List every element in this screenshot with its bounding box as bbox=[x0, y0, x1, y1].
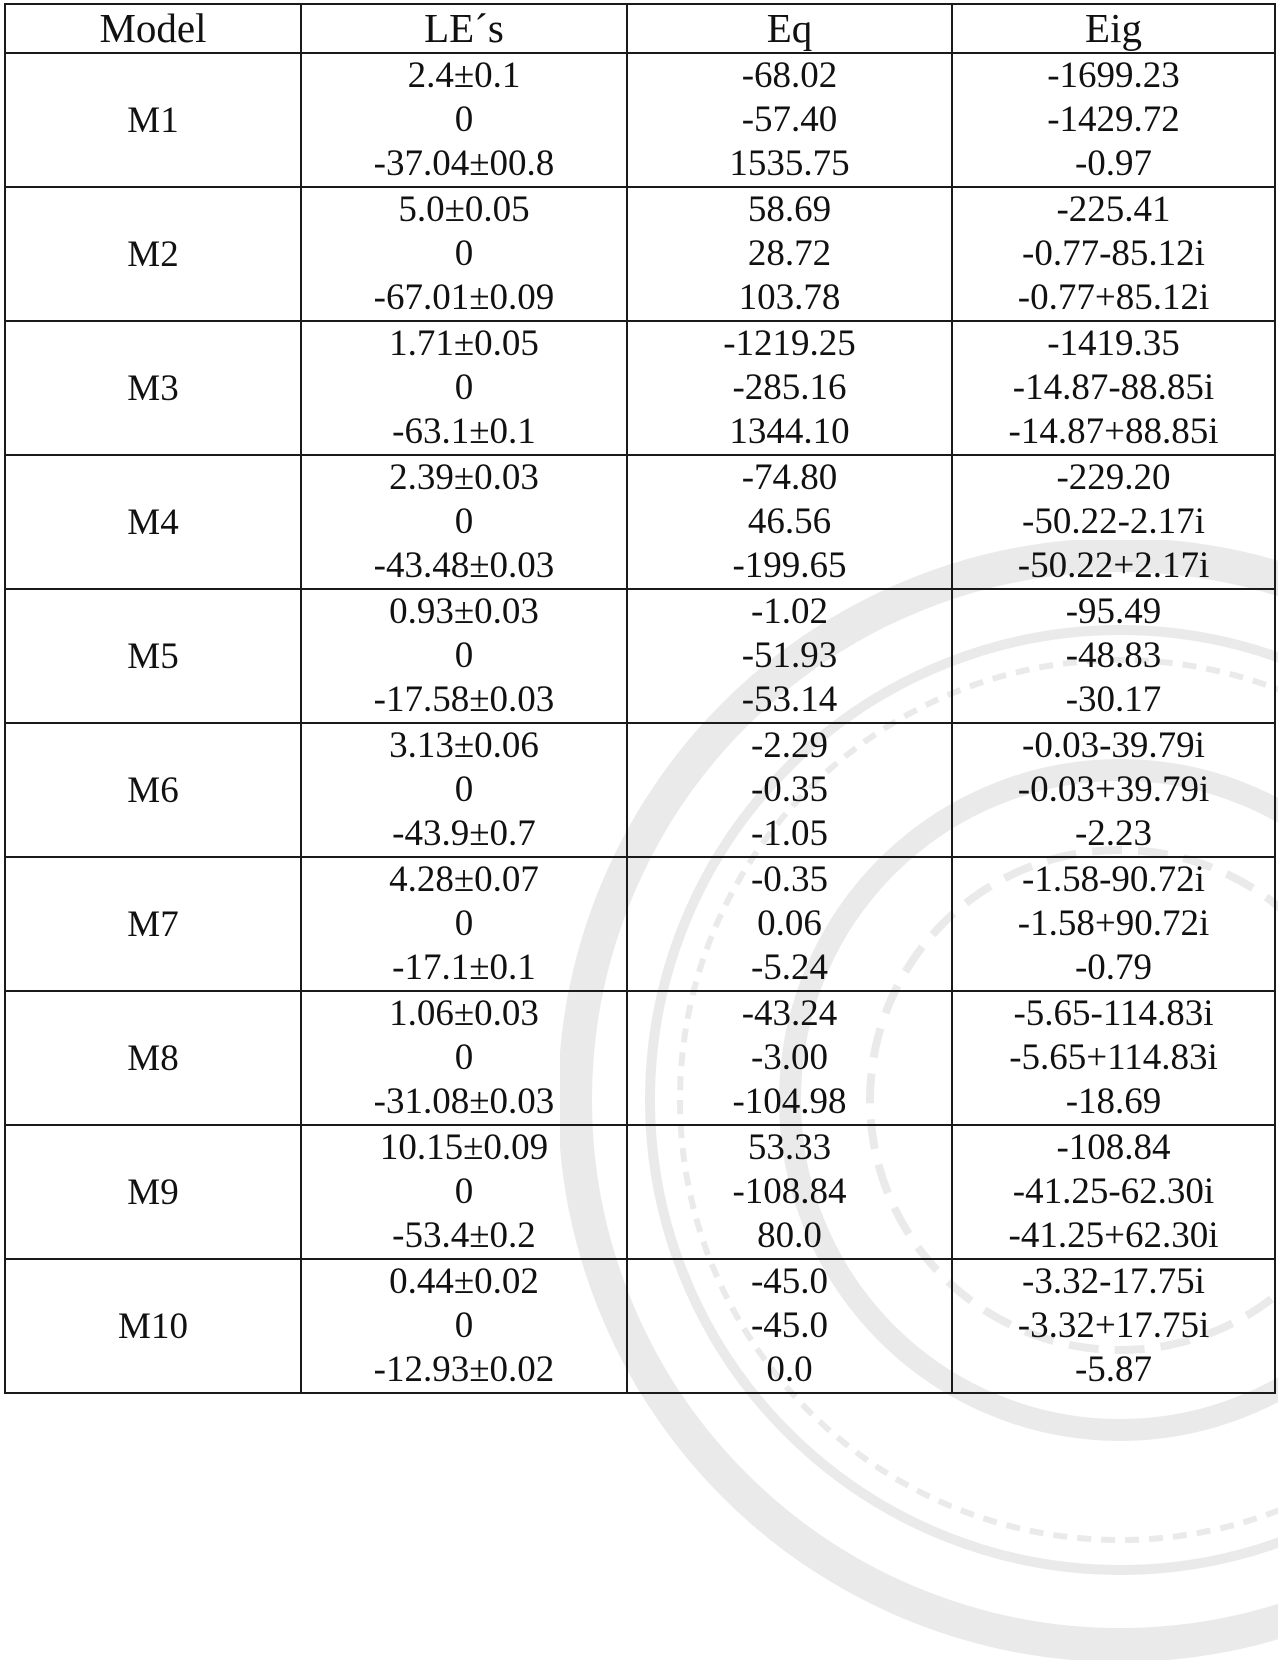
eig-cell bbox=[952, 857, 1275, 991]
eig-value: -41.25+62.30i bbox=[1008, 1215, 1219, 1256]
eq-value: -68.02 bbox=[741, 55, 838, 96]
eig-value: -5.65-114.83i bbox=[1013, 993, 1214, 1034]
les-value: 0 bbox=[454, 99, 474, 140]
model-cell: M8 bbox=[5, 991, 301, 1125]
les-value: -31.08±0.03 bbox=[373, 1081, 555, 1122]
eig-value: -5.87 bbox=[1074, 1349, 1153, 1390]
eig-value: -0.79 bbox=[1074, 947, 1153, 988]
les-cell bbox=[301, 1259, 627, 1393]
eq-value: -74.80 bbox=[741, 457, 838, 498]
les-value: 4.28±0.07 bbox=[389, 859, 539, 900]
eig-value: -95.49 bbox=[1065, 591, 1162, 632]
les-value: 0 bbox=[454, 1305, 474, 1346]
eq-value: -45.0 bbox=[750, 1261, 829, 1302]
eq-value: 28.72 bbox=[747, 233, 832, 274]
table-row bbox=[5, 1125, 1275, 1259]
eq-cell bbox=[627, 53, 952, 187]
les-cell bbox=[301, 455, 627, 589]
eq-value: -1219.25 bbox=[723, 323, 856, 364]
les-cell bbox=[301, 589, 627, 723]
eq-cell bbox=[627, 321, 952, 455]
les-value: -53.4±0.2 bbox=[392, 1215, 536, 1256]
eig-value: -30.17 bbox=[1065, 679, 1162, 720]
header-eig: Eig bbox=[952, 4, 1275, 53]
eig-value: -1699.23 bbox=[1047, 55, 1180, 96]
results-table bbox=[4, 3, 1276, 1394]
eq-value: -0.35 bbox=[750, 769, 829, 810]
eig-value: -1.58+90.72i bbox=[1017, 903, 1210, 944]
eig-value: -5.65+114.83i bbox=[1009, 1037, 1218, 1078]
eq-cell bbox=[627, 991, 952, 1125]
les-cell bbox=[301, 187, 627, 321]
les-value: 0 bbox=[454, 769, 474, 810]
les-value: -17.58±0.03 bbox=[373, 679, 555, 720]
table-row bbox=[5, 991, 1275, 1125]
table-row bbox=[5, 455, 1275, 589]
les-value: 3.13±0.06 bbox=[389, 725, 539, 766]
eq-value: 58.69 bbox=[747, 189, 832, 230]
les-cell bbox=[301, 1125, 627, 1259]
eq-value: 53.33 bbox=[747, 1127, 832, 1168]
eq-value: -285.16 bbox=[732, 367, 847, 408]
eig-value: -2.23 bbox=[1074, 813, 1153, 854]
les-cell bbox=[301, 723, 627, 857]
eq-value: -0.35 bbox=[750, 859, 829, 900]
eq-value: 0.0 bbox=[766, 1349, 813, 1390]
eq-value: -104.98 bbox=[732, 1081, 847, 1122]
eig-value: -1429.72 bbox=[1047, 99, 1180, 140]
eq-value: 0.06 bbox=[757, 903, 822, 944]
eig-cell bbox=[952, 589, 1275, 723]
les-value: 0 bbox=[454, 501, 474, 542]
table-body bbox=[5, 53, 1275, 1393]
table-row bbox=[5, 589, 1275, 723]
table-row bbox=[5, 857, 1275, 991]
les-value: -63.1±0.1 bbox=[392, 411, 536, 452]
les-cell bbox=[301, 991, 627, 1125]
eq-value: -45.0 bbox=[750, 1305, 829, 1346]
eig-value: -14.87+88.85i bbox=[1008, 411, 1219, 452]
eq-value: 1344.10 bbox=[729, 411, 850, 452]
eig-value: -3.32-17.75i bbox=[1022, 1261, 1205, 1302]
eq-value: -53.14 bbox=[741, 679, 838, 720]
eq-value: -51.93 bbox=[741, 635, 838, 676]
eig-value: -1419.35 bbox=[1047, 323, 1180, 364]
eig-value: -0.97 bbox=[1074, 143, 1153, 184]
eig-value: -225.41 bbox=[1056, 189, 1171, 230]
model-cell: M3 bbox=[5, 321, 301, 455]
eq-value: -5.24 bbox=[750, 947, 829, 988]
eq-value: -43.24 bbox=[741, 993, 838, 1034]
table-row bbox=[5, 187, 1275, 321]
model-cell: M9 bbox=[5, 1125, 301, 1259]
les-cell bbox=[301, 857, 627, 991]
model-cell: M2 bbox=[5, 187, 301, 321]
eq-value: -1.05 bbox=[750, 813, 829, 854]
table-row bbox=[5, 321, 1275, 455]
eq-value: -3.00 bbox=[750, 1037, 829, 1078]
eig-cell bbox=[952, 1259, 1275, 1393]
les-value: -43.48±0.03 bbox=[373, 545, 555, 586]
les-value: 0.93±0.03 bbox=[389, 591, 539, 632]
eig-value: -50.22-2.17i bbox=[1022, 501, 1205, 542]
eq-value: -199.65 bbox=[732, 545, 847, 586]
eq-cell bbox=[627, 187, 952, 321]
les-value: 0 bbox=[454, 903, 474, 944]
header-les: LE´s bbox=[301, 4, 627, 53]
model-cell: M5 bbox=[5, 589, 301, 723]
header-eq: Eq bbox=[627, 4, 952, 53]
eq-value: -2.29 bbox=[750, 725, 829, 766]
eq-cell bbox=[627, 723, 952, 857]
les-value: 10.15±0.09 bbox=[379, 1127, 549, 1168]
eq-value: 46.56 bbox=[747, 501, 832, 542]
eq-value: 1535.75 bbox=[729, 143, 850, 184]
table-row bbox=[5, 1259, 1275, 1393]
eq-cell bbox=[627, 1259, 952, 1393]
eig-cell bbox=[952, 991, 1275, 1125]
eig-value: -14.87-88.85i bbox=[1012, 367, 1215, 408]
model-cell: M4 bbox=[5, 455, 301, 589]
eig-value: -229.20 bbox=[1056, 457, 1171, 498]
les-value: -17.1±0.1 bbox=[392, 947, 536, 988]
eig-cell bbox=[952, 455, 1275, 589]
eq-value: -1.02 bbox=[750, 591, 829, 632]
model-cell: M7 bbox=[5, 857, 301, 991]
eq-cell bbox=[627, 1125, 952, 1259]
eq-cell bbox=[627, 857, 952, 991]
les-value: -67.01±0.09 bbox=[373, 277, 555, 318]
eq-cell bbox=[627, 455, 952, 589]
les-value: -12.93±0.02 bbox=[373, 1349, 555, 1390]
les-value: 0 bbox=[454, 367, 474, 408]
eig-value: -108.84 bbox=[1056, 1127, 1171, 1168]
eig-cell bbox=[952, 321, 1275, 455]
table-row bbox=[5, 53, 1275, 187]
les-value: 0 bbox=[454, 1171, 474, 1212]
eig-cell bbox=[952, 53, 1275, 187]
table-row bbox=[5, 723, 1275, 857]
les-value: 0 bbox=[454, 233, 474, 274]
model-cell: M6 bbox=[5, 723, 301, 857]
model-cell: M1 bbox=[5, 53, 301, 187]
eig-value: -0.03+39.79i bbox=[1017, 769, 1210, 810]
eq-value: 80.0 bbox=[757, 1215, 822, 1256]
les-value: 0.44±0.02 bbox=[389, 1261, 539, 1302]
les-value: -43.9±0.7 bbox=[392, 813, 536, 854]
eq-cell bbox=[627, 589, 952, 723]
eig-cell bbox=[952, 723, 1275, 857]
les-value: 5.0±0.05 bbox=[398, 189, 530, 230]
model-cell: M10 bbox=[5, 1259, 301, 1393]
eig-value: -0.77+85.12i bbox=[1017, 277, 1210, 318]
eig-value: -41.25-62.30i bbox=[1012, 1171, 1215, 1212]
eig-cell bbox=[952, 187, 1275, 321]
les-cell bbox=[301, 53, 627, 187]
les-value: 2.39±0.03 bbox=[389, 457, 539, 498]
eig-cell bbox=[952, 1125, 1275, 1259]
eig-value: -1.58-90.72i bbox=[1022, 859, 1205, 900]
eig-value: -48.83 bbox=[1065, 635, 1162, 676]
header-row bbox=[5, 4, 1275, 53]
les-cell bbox=[301, 321, 627, 455]
eig-value: -3.32+17.75i bbox=[1017, 1305, 1210, 1346]
eq-value: -108.84 bbox=[732, 1171, 847, 1212]
eig-value: -50.22+2.17i bbox=[1017, 545, 1210, 586]
les-value: 1.71±0.05 bbox=[389, 323, 539, 364]
les-value: 0 bbox=[454, 1037, 474, 1078]
eq-value: 103.78 bbox=[738, 277, 841, 318]
eig-value: -0.03-39.79i bbox=[1022, 725, 1205, 766]
les-value: 2.4±0.1 bbox=[407, 55, 521, 96]
header-model: Model bbox=[5, 4, 301, 53]
eig-value: -18.69 bbox=[1065, 1081, 1162, 1122]
les-value: 0 bbox=[454, 635, 474, 676]
les-value: -37.04±00.8 bbox=[373, 143, 555, 184]
les-value: 1.06±0.03 bbox=[389, 993, 539, 1034]
eig-value: -0.77-85.12i bbox=[1022, 233, 1205, 274]
eq-value: -57.40 bbox=[741, 99, 838, 140]
